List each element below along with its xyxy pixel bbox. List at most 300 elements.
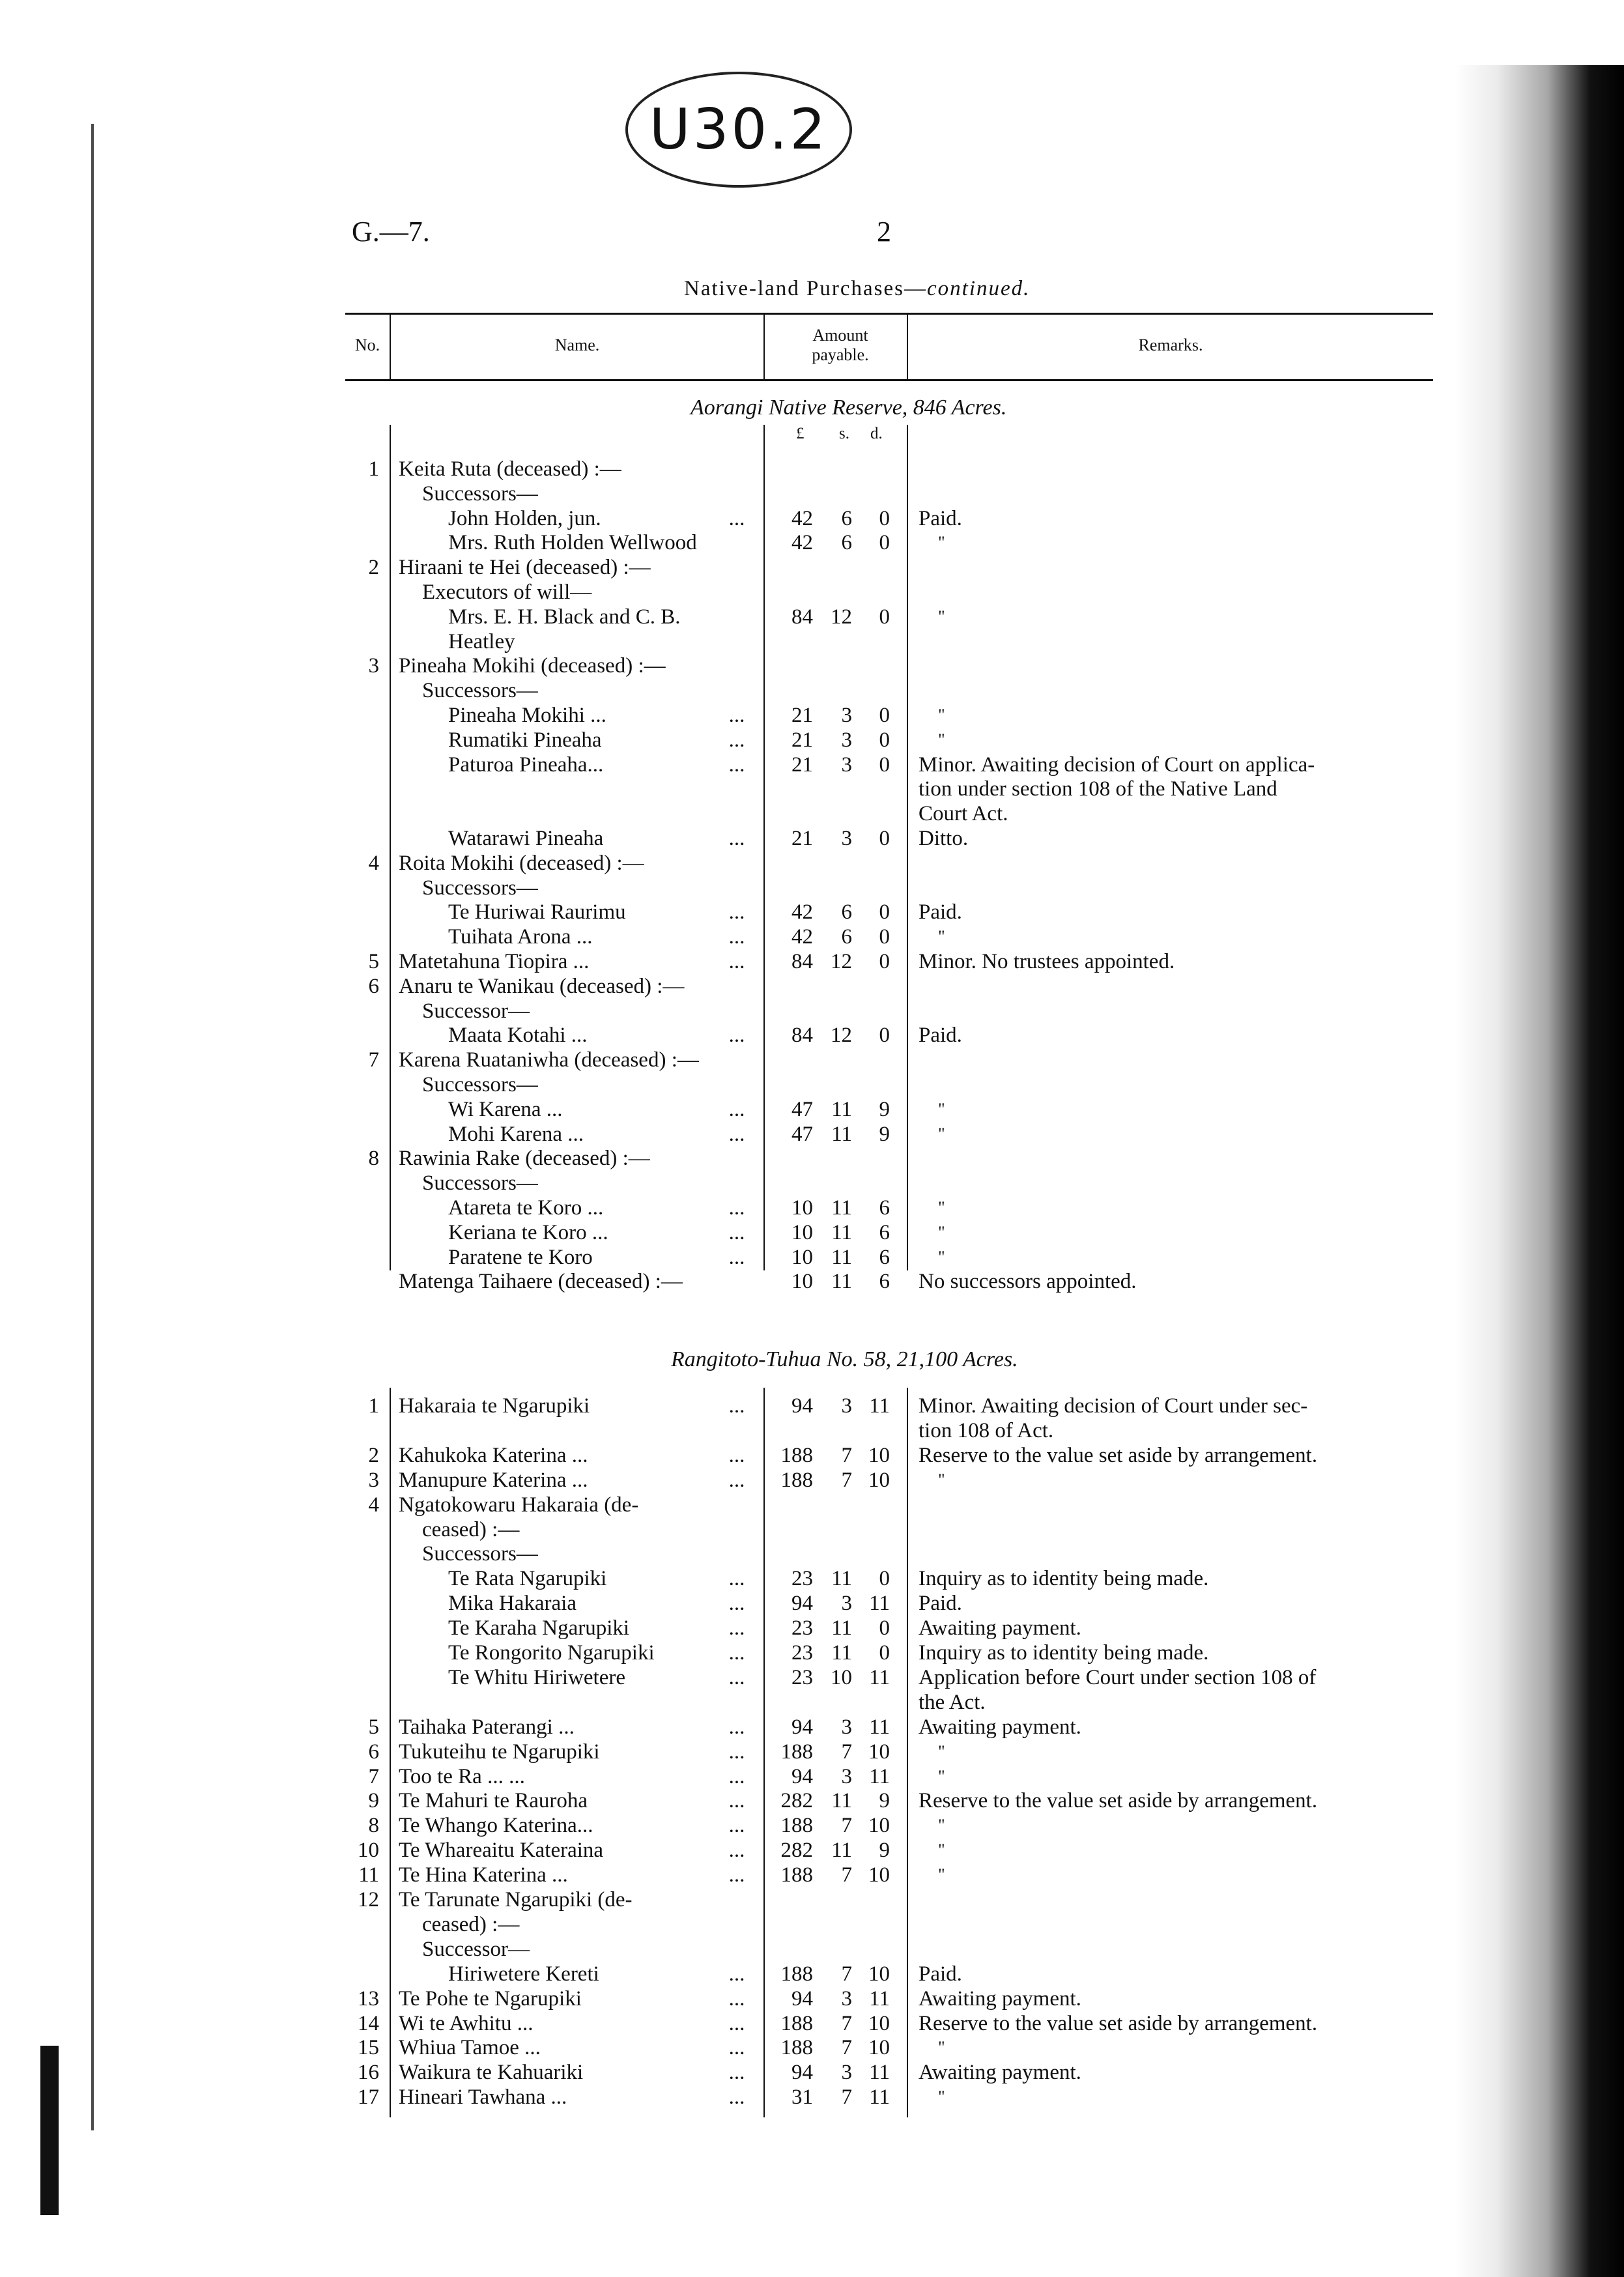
row-number: 6 [368, 1740, 379, 1764]
row-name: Heatley [448, 629, 515, 653]
row-leader-dots: ... [728, 827, 745, 850]
row-shillings: 6 [841, 506, 852, 530]
row-name: Te Hina Katerina ... [399, 1863, 568, 1887]
row-leader-dots: ... [728, 1641, 745, 1665]
row-pounds: 188 [780, 1468, 813, 1492]
row-leader-dots: ... [728, 1616, 745, 1640]
row-name: Ngatokowaru Hakaraia (de- [399, 1493, 639, 1517]
row-pounds: 10 [791, 1220, 813, 1244]
table-row [0, 2012, 1624, 2035]
row-remark: the Act. [919, 1690, 986, 1714]
row-leader-dots: ... [728, 1764, 745, 1788]
row-shillings: 6 [841, 925, 852, 949]
row-pence: 0 [879, 752, 890, 777]
row-pounds: 188 [780, 1740, 813, 1764]
row-pence: 11 [869, 1715, 890, 1739]
row-number: 6 [368, 974, 379, 998]
row-leader-dots: ... [728, 1962, 745, 1986]
row-remark: Ditto. [919, 827, 969, 850]
row-pence: 9 [879, 1789, 890, 1813]
row-shillings: 7 [841, 1740, 852, 1764]
row-name: Successor— [422, 1937, 530, 1961]
row-leader-dots: ... [728, 2036, 745, 2060]
row-pounds: 188 [780, 1863, 813, 1887]
row-pence: 0 [879, 950, 890, 973]
table-row [0, 1246, 1624, 1269]
row-leader-dots: ... [728, 1394, 745, 1418]
row-remark: Awaiting payment. [919, 1986, 1081, 2011]
row-leader-dots: ... [728, 1220, 745, 1244]
row-remark: Minor. Awaiting decision of Court on applica- [919, 752, 1315, 777]
table-row [0, 556, 1624, 579]
row-leader-dots: ... [728, 1468, 745, 1492]
row-name: Atareta te Koro ... [448, 1196, 604, 1220]
table-row [0, 1863, 1624, 1887]
row-leader-dots: ... [728, 1715, 745, 1739]
row-name: Successor— [422, 999, 530, 1023]
row-leader-dots: ... [728, 1443, 745, 1467]
row-remark: Inquiry as to identity being made. [919, 1641, 1209, 1665]
table-row [0, 1270, 1624, 1293]
row-pence: 6 [879, 1270, 890, 1294]
row-name: Te Mahuri te Rauroha [399, 1789, 588, 1813]
unit-pounds: £ [796, 425, 805, 442]
row-pounds: 47 [791, 1097, 813, 1121]
row-pence: 11 [869, 1665, 890, 1689]
row-shillings: 12 [831, 605, 852, 629]
row-name: Successors— [422, 876, 538, 900]
row-pounds: 23 [791, 1616, 813, 1640]
row-name: Karena Ruataniwha (deceased) :— [399, 1048, 699, 1072]
row-pence: 11 [869, 2061, 890, 2085]
unit-pence: d. [870, 425, 883, 442]
row-leader-dots: ... [728, 1986, 745, 2011]
table-row [0, 1444, 1624, 1467]
column-header-remarks: Remarks. [1138, 336, 1203, 354]
table-row [0, 1493, 1624, 1517]
row-leader-dots: ... [728, 728, 745, 752]
row-shillings: 3 [841, 1986, 852, 2011]
row-shillings: 11 [831, 1839, 852, 1863]
row-pence: 11 [869, 1764, 890, 1788]
table-row [0, 999, 1624, 1023]
row-pence: 9 [879, 1122, 890, 1146]
row-name: Taihaka Paterangi ... [399, 1715, 575, 1739]
table-row [0, 1048, 1624, 1072]
row-pounds: 23 [791, 1641, 813, 1665]
row-pounds: 42 [791, 506, 813, 530]
table-row [0, 1814, 1624, 1837]
table-row [0, 605, 1624, 629]
table-row [0, 975, 1624, 998]
row-name: John Holden, jun. [448, 506, 601, 530]
row-pounds: 21 [791, 827, 813, 850]
row-number: 8 [368, 1814, 379, 1838]
row-shillings: 7 [841, 1962, 852, 1986]
row-pence: 0 [879, 728, 890, 752]
unit-shillings: s. [839, 425, 849, 442]
row-number: 4 [368, 1493, 379, 1517]
row-pence: 10 [868, 1443, 890, 1467]
row-pence: 0 [879, 827, 890, 850]
row-pence: 6 [879, 1196, 890, 1220]
row-pounds: 188 [780, 1443, 813, 1467]
row-remark: " [938, 730, 945, 749]
row-pounds: 94 [791, 1394, 813, 1418]
row-shillings: 11 [831, 1220, 852, 1244]
row-shillings: 7 [841, 1468, 852, 1492]
row-leader-dots: ... [728, 1665, 745, 1689]
row-number: 3 [368, 1468, 379, 1492]
table-row [0, 1542, 1624, 1566]
row-number: 7 [368, 1048, 379, 1072]
row-pence: 10 [868, 2011, 890, 2035]
row-pounds: 21 [791, 728, 813, 752]
row-leader-dots: ... [728, 900, 745, 924]
row-name: Wi Karena ... [448, 1097, 563, 1121]
table-row [0, 2036, 1624, 2059]
row-shillings: 11 [831, 1789, 852, 1813]
row-name: Successors— [422, 1073, 538, 1096]
table-row [0, 1592, 1624, 1615]
row-number: 15 [358, 2036, 379, 2060]
row-shillings: 7 [841, 1814, 852, 1838]
row-pounds: 84 [791, 605, 813, 629]
row-remark: Minor. Awaiting decision of Court under sec- [919, 1394, 1308, 1418]
row-remark: " [938, 2038, 945, 2057]
row-pounds: 282 [780, 1839, 813, 1863]
row-name: Hakaraia te Ngarupiki [399, 1394, 590, 1418]
row-shillings: 11 [831, 1097, 852, 1121]
row-pence: 0 [879, 506, 890, 530]
table-top-rule [345, 313, 1433, 315]
row-leader-dots: ... [728, 1789, 745, 1813]
table-header-rule [345, 379, 1433, 381]
row-pounds: 42 [791, 925, 813, 949]
row-pence: 0 [879, 605, 890, 629]
handwritten-stamp: U30.2 [625, 72, 852, 188]
table-row [0, 1147, 1624, 1170]
row-pence: 0 [879, 925, 890, 949]
row-name: Whiua Tamoe ... [399, 2036, 541, 2060]
row-number: 7 [368, 1764, 379, 1788]
row-remark: " [938, 927, 945, 947]
row-pence: 0 [879, 1567, 890, 1591]
row-name: Pineaha Mokihi ... [448, 704, 606, 727]
column-header-amount: Amount payable. [812, 326, 869, 364]
row-leader-dots: ... [728, 1245, 745, 1269]
row-name: Matenga Taihaere (deceased) :— [399, 1270, 683, 1294]
table-row [0, 1888, 1624, 1912]
row-name: Successors— [422, 679, 538, 703]
row-pounds: 21 [791, 704, 813, 727]
row-name: Anaru te Wanikau (deceased) :— [399, 974, 685, 998]
page-heading [684, 277, 1030, 301]
table-row [0, 1221, 1624, 1244]
row-pence: 10 [868, 1863, 890, 1887]
row-number: 10 [358, 1839, 379, 1863]
row-leader-dots: ... [728, 1863, 745, 1887]
row-number: 1 [368, 1394, 379, 1418]
row-shillings: 7 [841, 1863, 852, 1887]
row-number: 13 [358, 1986, 379, 2011]
row-pence: 10 [868, 1814, 890, 1838]
table-row [0, 457, 1624, 481]
table-row [0, 1789, 1624, 1812]
row-number: 17 [358, 2085, 379, 2110]
table-row [0, 950, 1624, 973]
row-remark: " [938, 1099, 945, 1119]
row-name: Hiraani te Hei (deceased) :— [399, 556, 651, 580]
row-pence: 11 [869, 1592, 890, 1616]
table-row [0, 630, 1624, 653]
table-row [0, 1616, 1624, 1640]
row-leader-dots: ... [728, 950, 745, 973]
row-pounds: 23 [791, 1665, 813, 1689]
table-row [0, 1171, 1624, 1195]
table-row [0, 1024, 1624, 1047]
row-name: Paturoa Pineaha... [448, 752, 604, 777]
row-number: 9 [368, 1789, 379, 1813]
row-pence: 10 [868, 1962, 890, 1986]
heading-continued: continued. [927, 277, 1031, 300]
table-row [0, 2085, 1624, 2109]
row-remark: " [938, 1816, 945, 1835]
table-row [0, 1962, 1624, 1986]
table-row [0, 1839, 1624, 1862]
table-row [0, 1715, 1624, 1739]
row-name: Te Pohe te Ngarupiki [399, 1986, 582, 2011]
row-pence: 0 [879, 1641, 890, 1665]
table-row [0, 482, 1624, 506]
row-leader-dots: ... [728, 1839, 745, 1863]
row-name: Paratene te Koro [448, 1245, 593, 1269]
row-leader-dots: ... [728, 1740, 745, 1764]
row-name: Matetahuna Tiopira ... [399, 950, 590, 973]
table-row [0, 777, 1624, 801]
row-number: 11 [358, 1863, 379, 1887]
row-remark: " [938, 1222, 945, 1242]
row-name: Executors of will— [422, 580, 592, 604]
row-name: Tukuteihu te Ngarupiki [399, 1740, 600, 1764]
table-row [0, 1641, 1624, 1665]
row-pounds: 84 [791, 1024, 813, 1048]
heading-main: Native-land Purchases— [684, 277, 927, 300]
row-remark: Paid. [919, 900, 962, 924]
row-remark: " [938, 1741, 945, 1761]
row-pounds: 282 [780, 1789, 813, 1813]
row-number: 2 [368, 1443, 379, 1467]
table-row [0, 1073, 1624, 1096]
row-shillings: 11 [831, 1196, 852, 1220]
row-remark: " [938, 1198, 945, 1217]
row-name: Kahukoka Katerina ... [399, 1443, 588, 1467]
table-row [0, 704, 1624, 727]
row-name: Too te Ra ... ... [399, 1764, 525, 1788]
row-remark: " [938, 1247, 945, 1267]
row-name: Te Tarunate Ngarupiki (de- [399, 1888, 633, 1912]
table-row [0, 1394, 1624, 1418]
row-name: Waikura te Kahuariki [399, 2061, 584, 2085]
row-leader-dots: ... [728, 1122, 745, 1146]
row-shillings: 6 [841, 531, 852, 555]
row-pounds: 10 [791, 1196, 813, 1220]
row-remark: Application before Court under section 108 of [919, 1665, 1317, 1689]
row-remark: Minor. No trustees appointed. [919, 950, 1175, 973]
row-number: 5 [368, 1715, 379, 1739]
row-number: 1 [368, 457, 379, 481]
row-shillings: 3 [841, 2061, 852, 2085]
row-leader-dots: ... [728, 1097, 745, 1121]
row-shillings: 12 [831, 950, 852, 973]
row-pence: 10 [868, 1468, 890, 1492]
table-row [0, 1740, 1624, 1764]
row-shillings: 3 [841, 728, 852, 752]
row-remark: No successors appointed. [919, 1270, 1137, 1294]
row-pence: 11 [869, 2085, 890, 2110]
row-shillings: 3 [841, 752, 852, 777]
row-remark: Paid. [919, 1024, 962, 1048]
row-name: Te Whango Katerina... [399, 1814, 593, 1838]
row-pounds: 94 [791, 1764, 813, 1788]
row-remark: " [938, 1865, 945, 1885]
row-name: ceased) :— [422, 1912, 520, 1936]
row-pence: 10 [868, 1740, 890, 1764]
row-name: Mrs. E. H. Black and C. B. [448, 605, 681, 629]
row-pence: 0 [879, 531, 890, 555]
row-shillings: 3 [841, 1715, 852, 1739]
column-header-no: No. [354, 336, 380, 354]
header-divider [763, 314, 765, 379]
table-row [0, 1098, 1624, 1121]
table-row [0, 654, 1624, 678]
row-shillings: 11 [831, 1270, 852, 1294]
row-name: Hineari Tawhana ... [399, 2085, 567, 2110]
row-pence: 9 [879, 1839, 890, 1863]
row-name: Te Rata Ngarupiki [448, 1567, 607, 1591]
row-pounds: 94 [791, 1986, 813, 2011]
table-row [0, 1123, 1624, 1146]
row-remark: Inquiry as to identity being made. [919, 1567, 1209, 1591]
row-pounds: 47 [791, 1122, 813, 1146]
row-leader-dots: ... [728, 2011, 745, 2035]
row-pence: 11 [869, 1394, 890, 1418]
row-shillings: 3 [841, 704, 852, 727]
table-row [0, 728, 1624, 752]
row-remark: tion 108 of Act. [919, 1418, 1054, 1442]
row-shillings: 11 [831, 1641, 852, 1665]
row-remark: Paid. [919, 1592, 962, 1616]
table-row [0, 1765, 1624, 1788]
row-name: Successors— [422, 481, 538, 506]
row-number: 16 [358, 2061, 379, 2085]
row-remark: " [938, 2087, 945, 2107]
row-number: 14 [358, 2011, 379, 2035]
row-number: 3 [368, 654, 379, 678]
row-shillings: 11 [831, 1122, 852, 1146]
row-number: 4 [368, 851, 379, 875]
table-row [0, 753, 1624, 777]
row-pounds: 42 [791, 531, 813, 555]
row-shillings: 11 [831, 1567, 852, 1591]
row-name: Te Whareaitu Kateraina [399, 1839, 604, 1863]
table-row [0, 1468, 1624, 1492]
row-name: Watarawi Pineaha [448, 827, 604, 850]
table-row [0, 827, 1624, 850]
row-number: 12 [358, 1888, 379, 1912]
row-shillings: 6 [841, 900, 852, 924]
row-shillings: 3 [841, 1764, 852, 1788]
row-leader-dots: ... [728, 506, 745, 530]
table-row [0, 1938, 1624, 1961]
row-name: Maata Kotahi ... [448, 1024, 588, 1048]
row-pounds: 188 [780, 1814, 813, 1838]
row-pence: 6 [879, 1220, 890, 1244]
row-name: Tuihata Arona ... [448, 925, 593, 949]
row-remark: Awaiting payment. [919, 1616, 1081, 1640]
row-remark: " [938, 706, 945, 724]
row-leader-dots: ... [728, 2061, 745, 2085]
row-pence: 0 [879, 704, 890, 727]
row-name: Successors— [422, 1171, 538, 1196]
row-pounds: 188 [780, 1962, 813, 1986]
row-pounds: 188 [780, 2036, 813, 2060]
table-row [0, 1987, 1624, 2011]
table-row [0, 802, 1624, 825]
row-leader-dots: ... [728, 1814, 745, 1838]
row-shillings: 11 [831, 1616, 852, 1640]
row-leader-dots: ... [728, 1024, 745, 1048]
column-header-name: Name. [554, 336, 600, 354]
row-remark: Paid. [919, 1962, 962, 1986]
row-shillings: 10 [831, 1665, 852, 1689]
row-pounds: 42 [791, 900, 813, 924]
row-name: Rumatiki Pineaha [448, 728, 602, 752]
row-number: 2 [368, 556, 379, 580]
row-name: Hiriwetere Kereti [448, 1962, 599, 1986]
table-row [0, 531, 1624, 554]
row-leader-dots: ... [728, 2085, 745, 2110]
row-name: Manupure Katerina ... [399, 1468, 588, 1492]
row-pounds: 84 [791, 950, 813, 973]
row-leader-dots: ... [728, 1592, 745, 1616]
row-pounds: 21 [791, 752, 813, 777]
row-name: Mohi Karena ... [448, 1122, 584, 1146]
table-row [0, 1913, 1624, 1936]
section-title: Aorangi Native Reserve, 846 Acres. [691, 395, 1007, 420]
row-name: Successors— [422, 1542, 538, 1566]
row-shillings: 7 [841, 2036, 852, 2060]
row-number: 8 [368, 1147, 379, 1171]
row-pounds: 31 [791, 2085, 813, 2110]
row-remark: Reserve to the value set aside by arrangement. [919, 1789, 1318, 1813]
row-pounds: 10 [791, 1245, 813, 1269]
row-number: 5 [368, 950, 379, 973]
row-remark: Awaiting payment. [919, 1715, 1081, 1739]
row-pounds: 94 [791, 2061, 813, 2085]
row-remark: " [938, 1840, 945, 1860]
row-pence: 6 [879, 1245, 890, 1269]
table-row [0, 1666, 1624, 1689]
row-pounds: 94 [791, 1592, 813, 1616]
row-name: Wi te Awhitu ... [399, 2011, 534, 2035]
table-row [0, 679, 1624, 702]
document-id: G.—7. [352, 216, 430, 248]
table-row [0, 2061, 1624, 2084]
page-number: 2 [877, 216, 891, 248]
row-pounds: 23 [791, 1567, 813, 1591]
row-shillings: 3 [841, 1394, 852, 1418]
